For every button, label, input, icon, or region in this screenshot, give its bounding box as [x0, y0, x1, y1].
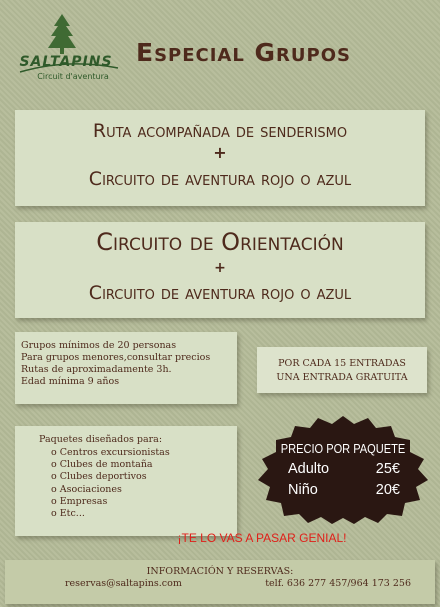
package-item: o Clubes deportivos	[51, 471, 147, 483]
saltapins-logo	[6, 10, 130, 82]
conditions-box	[15, 332, 237, 404]
offer-hiking-line1: Ruta acompañada de senderismo	[92, 120, 348, 142]
offer-box-hiking	[15, 110, 425, 206]
offer-orientation-line2: Circuito de aventura rojo o azul	[88, 282, 352, 304]
packages-list	[51, 447, 170, 520]
logo-name: SALTAPINS	[19, 54, 113, 70]
price-row-child	[288, 482, 400, 498]
price-row-adult	[288, 461, 400, 477]
price-badge-title: PRECIO POR PAQUETE	[280, 441, 406, 456]
conditions-list	[21, 340, 210, 388]
price-label-adult: Adulto	[288, 461, 330, 477]
offer-hiking-line2: Circuito de aventura rojo o azul	[88, 168, 352, 190]
promo-line2: UNA ENTRADA GRATUITA	[276, 372, 408, 383]
price-value-child: 20€	[375, 482, 400, 498]
package-item: o Etc...	[51, 508, 85, 520]
contact-heading: INFORMACIÓN Y RESERVAS:	[146, 566, 294, 577]
package-item: o Centros excursionistas	[51, 447, 170, 458]
promo-box	[257, 347, 427, 393]
slogan: ¡TE LO VAS A PASAR GENIAL!	[177, 531, 347, 545]
logo-tagline: Circuit d'aventura	[37, 72, 109, 81]
promo-line1: POR CADA 15 ENTRADAS	[278, 358, 406, 369]
offer-orientation-line1: Circuito de Orientación	[96, 228, 344, 256]
package-item: o Empresas	[51, 495, 108, 507]
contact-phone[interactable]: telf. 636 277 457/964 173 256	[265, 578, 411, 589]
packages-heading: Paquetes diseñados para:	[39, 434, 163, 445]
price-label-child: Niño	[288, 482, 318, 498]
packages-box	[15, 426, 237, 536]
offer-box-orientation	[15, 222, 425, 318]
offer-orientation-plus: +	[214, 260, 226, 276]
contact-email[interactable]: reservas@saltapins.com	[65, 578, 182, 589]
offer-hiking-plus: +	[213, 143, 227, 162]
condition-item: Edad mínima 9 años	[21, 376, 120, 387]
package-item: o Clubes de montaña	[51, 459, 153, 471]
contact-box	[5, 560, 435, 604]
condition-item: Para grupos menores,consultar precios	[21, 352, 211, 363]
package-item: o Asociaciones	[51, 483, 122, 495]
price-value-adult: 25€	[375, 461, 400, 477]
condition-item: Grupos mínimos de 20 personas	[21, 340, 177, 351]
condition-item: Rutas de aproximadamente 3h.	[21, 364, 172, 375]
page-title: Especial Grupos	[136, 38, 351, 67]
